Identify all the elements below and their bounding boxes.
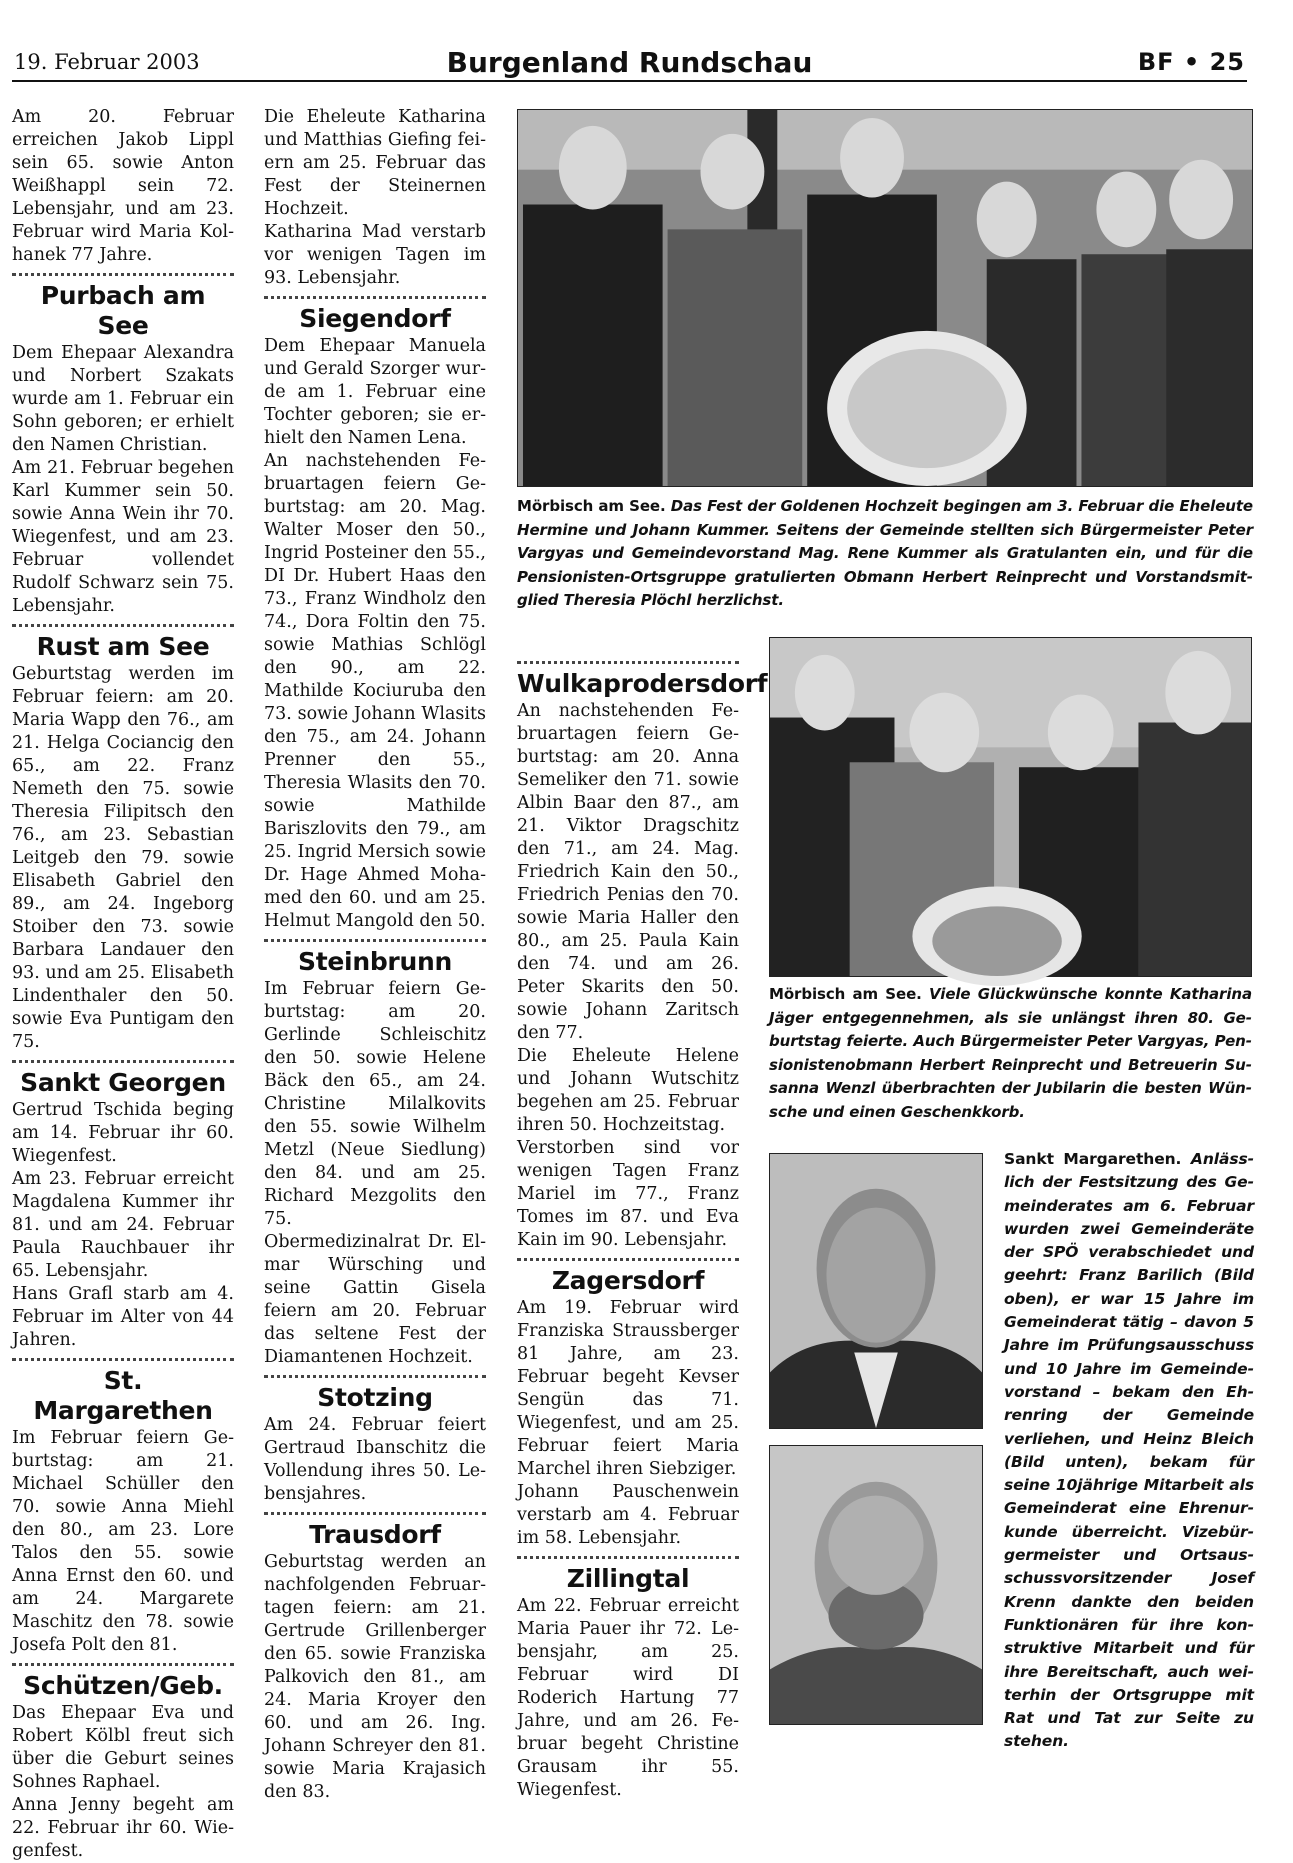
article-text: Dem Ehepaar Manuela und Gerald Szorger wurde am 1. Februar eine Tochter geboren; sie erhielt den Namen Lena. [264,336,486,448]
divider [264,296,486,299]
section-heading: Siegendorf [299,304,451,333]
masthead [12,44,1247,82]
article-text: An nachstehenden Februartagen feiern Geburtstag: am 20. Mag. Walter Moser den 50., Ingrid Posteiner den 55., DI Dr. Hubert Haas den 73., Franz Windholz den 74., Dora Foltin den 75. sowie Mathias Schlögl den 90., am 22. Mathilde Kociuruba den 73. sowie Johann Wlasits den 75., am 24. Johann Prenner den 55., Theresia Wlasits den 70. sowie Mathilde Bariszlovits den 79., am 25. Ingrid Mersich sowie Dr. Hage Ahmed Mohamed den 60. und am 25. Helmut Mangold den 50. [264,451,486,931]
section-heading: Rust am See [36,632,210,661]
section-heading: Stotzing [317,1383,433,1412]
article-text: Am 22. Februar erreicht Maria Pauer ihr 72. Lebensjahr, am 25. Februar wird DI Roderich Hartung 77 Jahre, und am 26. Februar begeht Christine Grausam ihr 55. Wiegenfest. [517,1596,739,1800]
section-heading: Schützen/Geb. [23,1671,223,1700]
photo-golden-wedding [517,109,1253,487]
article-text: Am 20. Februar erreichen Jakob Lippl sein 65. sowie Anton Weißhappl sein 72. Lebensjahr, und am 23. Februar wird Maria Kolhanek 77 Jahre. [12,107,234,265]
section-heading: Wulkaprodersdorf [517,669,768,698]
caption-text: Das Fest der Goldenen Hochzeit begingen am 3. Februar die Eheleute Hermine und Johann Kummer. Seitens der Gemeinde stellten sich Bürgermeister Peter Vargyas und Gemeindevorstand Mag. Rene Kummer als Gratulanten ein, und für die Pensionisten-Ortsgruppe gratulierten Obmann Herbert Reinprecht und Vorstandsmitglied Theresia Plöchl herzlichst. [517,497,1254,609]
portrait-franz-barilich [769,1153,983,1429]
article-text: Geburtstag werden an nachfolgenden Februartagen feiern: am 21. Gertrude Grillenberger den 65. sowie Franziska Palkovich den 81., am 24. Maria Kroyer den 60. und am 26. Ing. Johann Schreyer den 81. sowie Maria Krajasich den 83. [264,1552,486,1802]
divider [517,1556,739,1559]
article-text: Gertrud Tschida beging am 14. Februar ihr 60. Wiegenfest. [12,1100,234,1166]
photo-caption [769,983,1252,1124]
article-text: Johann Pauschenwein verstarb am 4. Februar im 58. Lebensjahr. [517,1482,739,1548]
caption-place: Mörbisch am See. [517,497,666,515]
column-3 [517,655,768,1802]
article-text: Am 21. Februar begehen Karl Kummer sein 50. sowie Anna Wein ihr 70. Wiegenfest, und am 23. Februar vollendet Rudolf Schwarz sein 75. Lebensjahr. [12,458,234,616]
divider [12,1060,234,1063]
section-heading: Sankt Georgen [20,1068,226,1097]
section-heading: Zillingtal [566,1564,690,1593]
photo-birthday [769,637,1252,977]
divider [264,1512,486,1515]
article-text: Katharina Mad verstarb vor wenigen Tagen im 93. Lebensjahr. [264,222,486,288]
section-heading: Purbach am See [40,281,206,340]
article-text: Obermedizinalrat Dr. Elmar Würsching und seine Gattin Gisela feiern am 20. Februar das seltene Fest der Diamantenen Hochzeit. [264,1232,486,1367]
section-heading: Steinbrunn [298,947,452,976]
divider [12,1358,234,1361]
caption-text: Viele Glückwünsche konnte Katharina Jäger entgegennehmen, als sie unlängst ihren 80. Geburtstag feierte. Auch Bürgermeister Peter Vargyas, Pensionistenobmann Herbert Reinprecht und Betreuerin Susanna Wenzl überbrachten der Jubilarin die besten Wünsche und einen Geschenkkorb. [769,985,1253,1121]
page-number: BF • 25 [1137,48,1245,76]
article-text: Im Februar feiern Geburtstag: am 20. Gerlinde Schleischitz den 50. sowie Helene Bäck den 65., am 24. Christine Milalkovits den 55. sowie Wilhelm Metzl (Neue Siedlung) den 84. und am 25. Richard Mezgolits den 75. [264,979,486,1229]
article-text: Das Ehepaar Eva und Robert Kölbl freut sich über die Geburt seines Sohnes Raphael. [12,1703,234,1792]
caption-place: Mörbisch am See. [769,985,922,1003]
article-text: Am 24. Februar feiert Gertraud Ibanschitz die Vollendung ihres 50. Lebensjahres. [264,1415,486,1504]
article-text: Am 23. Februar erreicht Magdalena Kummer ihr 81. und am 24. Februar Paula Rauchbauer ihr 65. Lebensjahr. [12,1169,234,1281]
caption-place: Sankt Margarethen. [1004,1150,1182,1168]
issue-date: 19. Februar 2003 [14,50,200,74]
section-heading: St. Margarethen [33,1366,213,1425]
column-1 [12,106,234,1863]
section-heading: Trausdorf [309,1520,441,1549]
divider [12,624,234,627]
portrait-heinz-bleich [769,1445,983,1725]
divider [264,1375,486,1378]
divider [12,1663,234,1666]
newspaper-title: Burgenland Rundschau [446,46,813,79]
divider [517,661,739,664]
article-text: Im Februar feiern Geburtstag: am 21. Michael Schüller den 70. sowie Anna Miehl den 80., am 23. Lore Talos den 55. sowie Anna Ernst den 60. und am 24. Margarete Maschitz den 78. sowie Josefa Polt den 81. [12,1428,234,1655]
photo-caption [517,495,1253,613]
column-2 [264,106,486,1804]
article-text: Anna Jenny begeht am 22. Februar ihr 60. Wiegenfest. [12,1795,234,1861]
article-text: Geburtstag werden im Februar feiern: am 20. Maria Wapp den 76., am 21. Helga Cociancig den 65., am 22. Franz Nemeth den 75. sowie Theresia Filipitsch den 76., am 23. Sebastian Leitgeb den 79. sowie Elisabeth Gabriel den 89., am 24. Ingeborg Stoiber den 73. sowie Barbara Landauer den 93. und am 25. Elisabeth Lindenthaler den 50. sowie Eva Puntigam den 75. [12,664,234,1052]
article-text: An nachstehenden Februartagen feiern Geburtstag: am 20. Anna Semeliker den 71. sowie Albin Baar den 87., am 21. Viktor Dragschitz den 71., am 24. Mag. Friedrich Kain den 50., Friedrich Penias den 70. sowie Maria Haller den 80., am 25. Paula Kain den 74. und am 26. Peter Skarits den 50. sowie Johann Zaritsch den 77. [517,701,739,1043]
article-text: Dem Ehepaar Alexandra und Norbert Szakats wurde am 1. Februar ein Sohn geboren; er erhielt den Namen Christian. [12,343,234,455]
divider [517,1258,739,1261]
article-text: Am 19. Februar wird Franziska Straussberger 81 Jahre, am 23. Februar begeht Kevser Sengün das 71. Wiegenfest, und am 25. Februar feiert Maria Marchel ihren Siebziger. [517,1298,739,1479]
divider [264,939,486,942]
caption-text: Anlässlich der Festsitzung des Gemeinderates am 6. Februar wurden zwei Gemeinderäte der SPÖ verabschiedet und geehrt: Franz Barilich (Bild oben), er war 15 Jahre im Gemeinderat tätig – davon 5 Jahre im Prüfungsausschuss und 10 Jahre im Gemeindevorstand – bekam den Ehrenring der Gemeinde verliehen, und Heinz Bleich (Bild unten), bekam für seine 10jährige Mitarbeit als Gemeinderat eine Ehrenurkunde überreicht. Vizebürgermeister und Ortsausschussvorsitzender Josef Krenn dankte den beiden Funktionären für ihre konstruktive Mitarbeit und für ihre Bereitschaft, auch weiterhin der Ortsgruppe mit Rat und Tat zur Seite zu stehen. [1004,1150,1255,1751]
article-text: Hans Grafl starb am 4. Februar im Alter von 44 Jahren. [12,1284,234,1350]
article-text: Die Eheleute Helene und Johann Wutschitz begehen am 25. Februar ihren 50. Hochzeitstag. [517,1046,739,1135]
article-text: Die Eheleute Katharina und Matthias Giefing feiern am 25. Februar das Fest der Steinernen Hochzeit. [264,107,486,219]
photo-caption [1004,1148,1254,1754]
section-heading: Zagersdorf [551,1266,705,1295]
article-text: Verstorben sind vor wenigen Tagen Franz Mariel im 77., Franz Tomes im 87. und Eva Kain im 90. Lebensjahr. [517,1138,739,1250]
divider [12,273,234,276]
